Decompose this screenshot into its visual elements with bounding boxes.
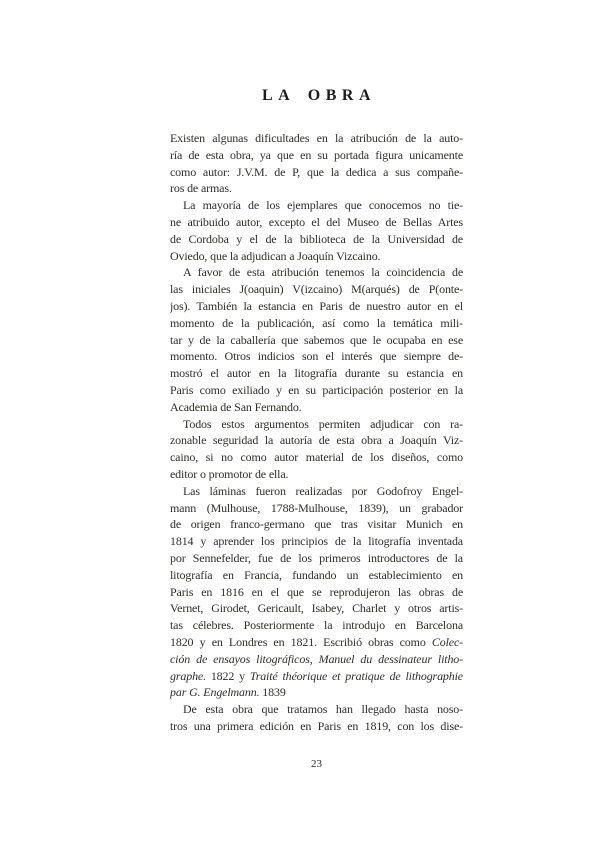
text-line [170, 197, 463, 214]
text-segment: La mayoría de los ejemplares que conocemos no tie- [183, 198, 463, 213]
text-segment: A favor de esta atribución tenemos la coincidencia de [183, 265, 463, 280]
text-segment: Vernet, Girodet, Gericault, Isabey, Charlet y otros artis- [170, 601, 463, 616]
text-segment: Academia de San Fernando. [170, 399, 302, 414]
text-segment: ne atribuido autor, excepto el del Museo de Bellas Artes [170, 214, 463, 229]
body-text [170, 130, 463, 735]
text-segment: tas célebres. Posteriormente la introdujo en Barcelona [170, 618, 463, 633]
text-segment: caino, si no como autor material de los diseños, como [170, 450, 463, 465]
text-segment: 1814 y aprender los principios de la litografía inventada [170, 534, 463, 549]
text-segment: De esta obra que tratamos han llegado hasta noso- [183, 702, 463, 717]
text-segment: momento de la publicación, así como la temática mili- [170, 315, 463, 330]
text-segment: Paris como exiliado y en su participación posterior en la [170, 382, 463, 397]
text-segment: Existen algunas dificultades en la atribución de la auto- [170, 131, 463, 145]
text-segment: momento. Otros indicios son el interés que siempre de- [170, 349, 463, 364]
text-line [170, 533, 463, 550]
text-line [170, 500, 463, 517]
text-line [170, 264, 463, 281]
text-line [170, 365, 463, 382]
text-segment: tros una primera edición en Paris en 1819, con los dise- [170, 718, 463, 733]
text-line [170, 281, 463, 298]
text-segment: 1839 [259, 685, 286, 700]
text-segment: como autor: J.V.M. de P, que la dedica a sus compañe- [170, 164, 463, 179]
text-segment: de origen franco-germano que tras visitar Munich en [170, 517, 463, 532]
text-segment: las iniciales J(oaquin) V(izcaino) M(arqués) de P(onte- [170, 282, 463, 297]
text-segment: Paris en 1816 en el que se reprodujeron las obras de [170, 584, 463, 599]
page-title: LA OBRA [261, 87, 377, 104]
text-segment: ría de esta obra, ya que en su portada figura unicamente [170, 147, 463, 162]
text-line [170, 600, 463, 617]
text-line [170, 348, 463, 365]
text-line [170, 550, 463, 567]
text-line [170, 718, 463, 735]
text-line [170, 466, 463, 483]
text-line [170, 668, 463, 685]
italic-text-segment: par G. Engelmann. [170, 685, 260, 700]
text-segment: por Sennefelder, fue de los primeros introductores de la [170, 550, 463, 565]
text-line [170, 584, 463, 601]
text-line [170, 634, 463, 651]
text-segment: de Cordoba y el de la biblioteca de la Universidad de [170, 231, 463, 246]
text-line [170, 432, 463, 449]
text-line [170, 332, 463, 349]
text-line [170, 130, 463, 147]
text-segment: mostró el autor en la litografía durante su estancia en [170, 366, 463, 381]
text-block [170, 87, 463, 735]
text-line [170, 214, 463, 231]
italic-text-segment: ción de ensayos litográficos, Manuel du dessinateur litho- [170, 651, 463, 666]
text-segment: mann (Mulhouse, 1788-Mulhouse, 1839), un grabador [170, 500, 463, 515]
text-segment: 1820 y en Londres en 1821. Escribió obras como [170, 634, 432, 649]
text-line [170, 180, 463, 197]
text-segment: editor o promotor de ella. [170, 466, 289, 481]
text-line [170, 449, 463, 466]
text-line [170, 684, 463, 701]
text-line [170, 399, 463, 416]
text-line [170, 567, 463, 584]
text-line [170, 164, 463, 181]
page-number: 23 [311, 758, 322, 770]
text-segment: 1822 y [205, 668, 250, 683]
text-segment: Todos estos argumentos permiten adjudicar con ra- [183, 416, 463, 431]
text-segment: Oviedo, que la adjudican a Joaquín Vizcaino. [170, 248, 381, 263]
text-segment: ros de armas. [170, 181, 232, 196]
text-line [170, 617, 463, 634]
text-line [170, 416, 463, 433]
text-segment: tar y de la caballería que sabemos que le ocupaba en ese [170, 332, 463, 347]
text-line [170, 231, 463, 248]
text-line [170, 483, 463, 500]
text-line [170, 382, 463, 399]
italic-text-segment: Colec- [431, 634, 463, 649]
italic-text-segment: graphe. [170, 668, 206, 683]
text-line [170, 315, 463, 332]
text-segment: Las láminas fueron realizadas por Godofroy Engel- [183, 483, 463, 498]
text-segment: litografía en Francia, fundando un establecimiento en [170, 567, 463, 582]
text-segment: jos). También la estancia en Paris de nuestro autor en el [170, 298, 463, 313]
text-line [170, 248, 463, 265]
text-line [170, 516, 463, 533]
text-line [170, 147, 463, 164]
text-line [170, 651, 463, 668]
text-line [170, 701, 463, 718]
text-line [170, 298, 463, 315]
text-segment: zonable seguridad la autoría de esta obra a Joaquín Viz- [170, 433, 463, 448]
italic-text-segment: Traité théorique et pratique de lithographie [249, 668, 463, 683]
